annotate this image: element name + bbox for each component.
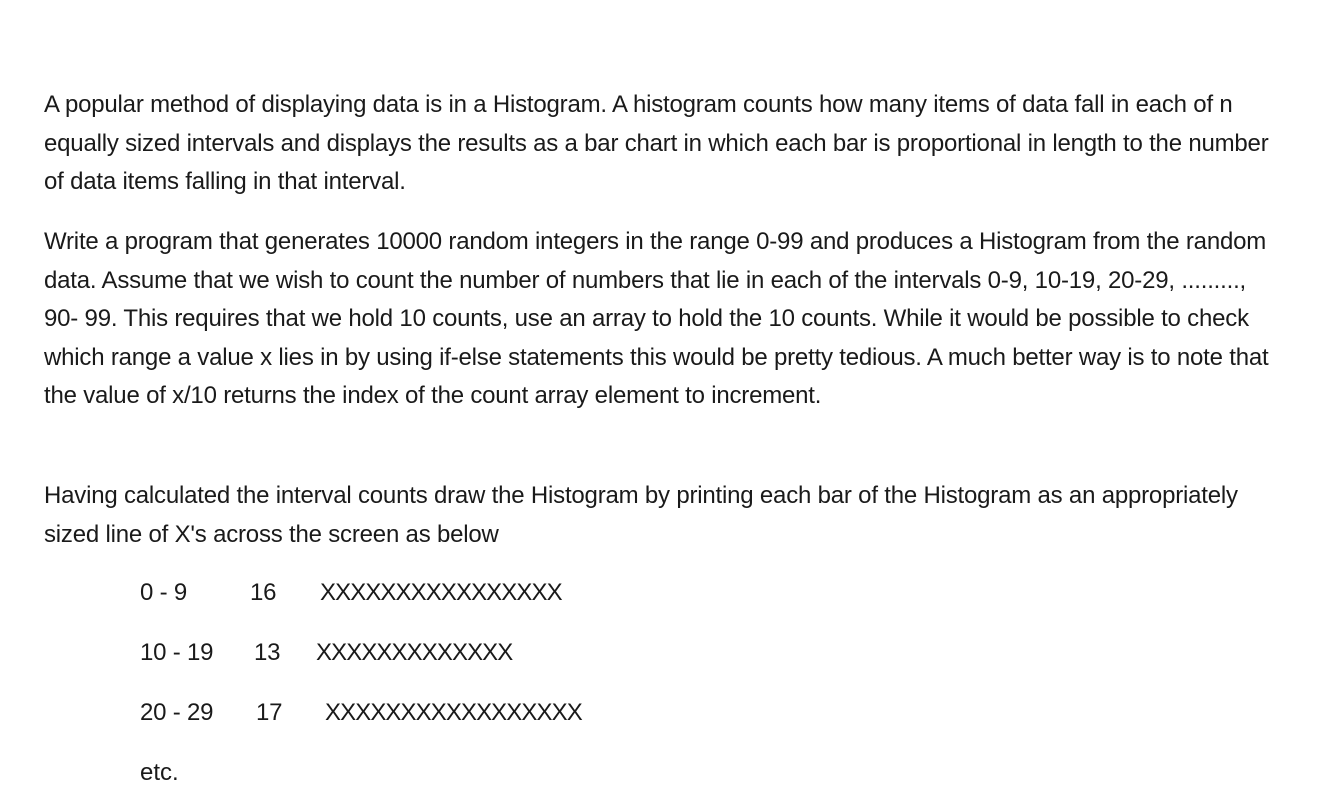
- paragraph-intro: A popular method of displaying data is in a Histogram. A histogram counts how many items of data fall in each of n equally sized intervals and displays the results as a bar chart in which each bar is proportional in length to the number of data items falling in that interval.: [44, 91, 1269, 195]
- paragraph-task: Write a program that generates 10000 random integers in the range 0-99 and produces a Histogram from the random data. Assume that we wish to count the number of numbers that lie in each of the intervals 0-9, 10-19, 20-29, ........., 90- 99. This requires that we hold 10 counts, use an array to hold the 10 counts. While it would be possible to check which range a value x lies in by using if-else statements this would be pretty tedious. A much better way is to note that the value of x/10 returns the index of the count array element to increment.: [44, 228, 1269, 409]
- histogram-count: 13: [254, 639, 281, 666]
- histogram-bar: XXXXXXXXXXXXXXXXX: [325, 699, 582, 726]
- histogram-count: 16: [250, 579, 277, 606]
- histogram-range: 0 - 9: [140, 579, 188, 606]
- histogram-range: 10 - 19: [140, 639, 214, 666]
- histogram-bar: XXXXXXXXXXXXX: [316, 639, 513, 666]
- histogram-bar: XXXXXXXXXXXXXXXX: [320, 579, 562, 606]
- paragraph-drawing: Having calculated the interval counts draw the Histogram by printing each bar of the Histogram as an appropriately sized line of X's across the screen as below: [44, 482, 1238, 548]
- etc-label: etc.: [140, 759, 179, 786]
- histogram-count: 17: [256, 699, 283, 726]
- histogram-range: 20 - 29: [140, 699, 214, 726]
